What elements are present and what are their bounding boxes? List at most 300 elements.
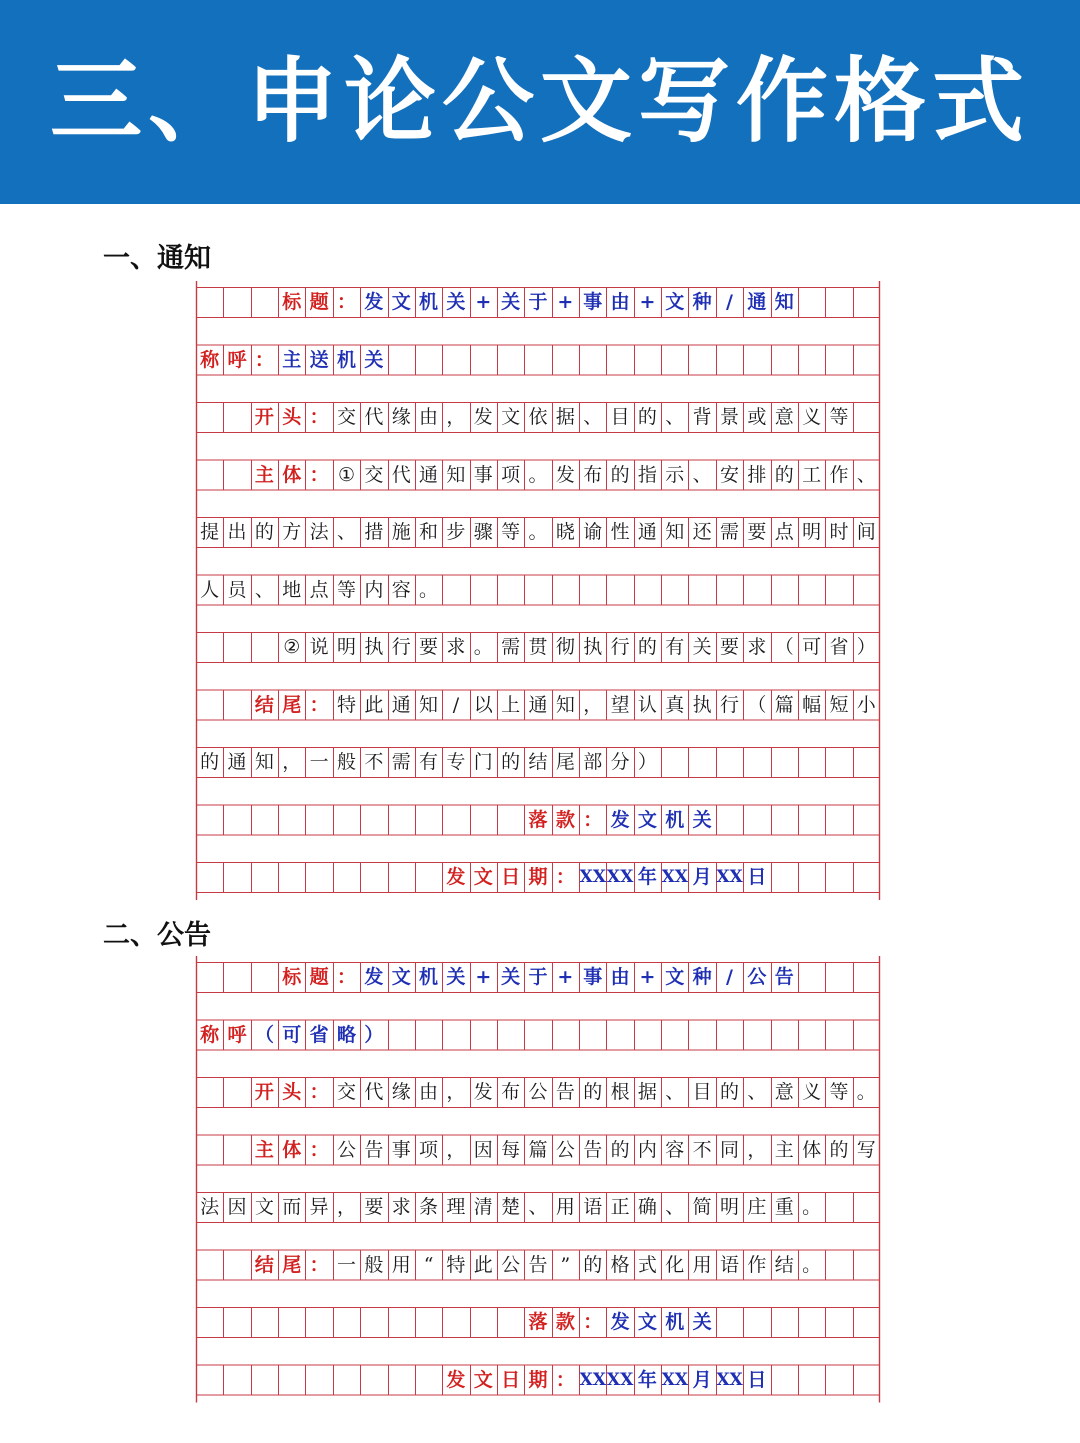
grid-char: ） (364, 1023, 384, 1046)
grid-char: 省 (829, 636, 849, 658)
grid-char: 发 (473, 1081, 493, 1103)
grid-char: （ (774, 636, 794, 658)
grid-char: ① (337, 463, 355, 486)
grid-char: 通 (391, 693, 411, 716)
grid-char: ： (309, 1138, 329, 1161)
grid-char: 语 (720, 1253, 740, 1276)
grid-char: 、 (692, 463, 712, 486)
grid-char: 于 (528, 291, 548, 313)
grid-char: 写 (856, 1138, 876, 1161)
grid-char: ） (856, 636, 876, 658)
grid-char: 执 (583, 636, 603, 658)
grid-char: 称 (200, 1023, 220, 1046)
grid-char: 容 (391, 578, 411, 601)
grid-char: 落 (528, 1311, 548, 1333)
grid-char: 的 (200, 751, 220, 773)
grid-char: XX (606, 1369, 634, 1390)
grid-char: / (726, 291, 733, 313)
grid-char: 时 (829, 521, 849, 543)
grid-char: ② (283, 636, 301, 658)
grid-char: 布 (583, 463, 603, 486)
title-banner (0, 0, 1080, 204)
grid-char: 目 (692, 1081, 712, 1103)
grid-char: 、 (665, 1081, 685, 1103)
grid-char: 体 (282, 1138, 302, 1161)
grid-char: 发 (364, 966, 384, 988)
grid-char: 项 (419, 1138, 439, 1161)
grid-char: 用 (391, 1253, 411, 1276)
grid-char: ， (446, 1081, 466, 1103)
grid-char: 意 (774, 406, 794, 428)
grid-char: 代 (391, 463, 411, 486)
grid-char: ， (446, 406, 466, 428)
grid-char: 篇 (774, 693, 794, 716)
grid-char: 机 (336, 348, 356, 371)
grid-char: 的 (637, 406, 657, 428)
grid-char: ， (336, 1196, 356, 1218)
grid-char: 谕 (583, 521, 603, 543)
grid-char: 主 (774, 1138, 794, 1161)
grid-char: 、 (528, 1196, 548, 1218)
grid-char: / (726, 966, 733, 988)
grid-char: 要 (747, 521, 767, 543)
grid-char: 结 (528, 751, 548, 773)
grid-char: 内 (364, 578, 384, 601)
grid-char: 义 (802, 1081, 822, 1103)
grid-char: 代 (364, 1081, 384, 1103)
grid-char: ： (309, 1081, 329, 1103)
grid-char: 代 (364, 406, 384, 428)
grid-char: 机 (419, 966, 439, 988)
grid-char: 行 (391, 636, 411, 658)
grid-char: 略 (336, 1023, 356, 1046)
grid-char: 专 (446, 751, 466, 773)
grid-char: 文 (254, 1196, 274, 1218)
grid-char: 语 (583, 1196, 603, 1218)
grid-char: 不 (692, 1138, 712, 1161)
grid-char: 结 (254, 1253, 274, 1276)
grid-char: 小 (856, 693, 876, 716)
grid-char: 明 (720, 1196, 740, 1218)
grid-char: 化 (665, 1253, 685, 1276)
grid-char: 需 (391, 751, 411, 773)
grid-char: 关 (692, 808, 712, 831)
grid-char: 机 (665, 808, 685, 831)
grid-char: 简 (692, 1196, 712, 1218)
grid-char: 容 (665, 1138, 685, 1161)
grid-char: 尾 (282, 693, 302, 716)
grid-char: ） (637, 751, 657, 773)
grid-char: 事 (391, 1138, 411, 1161)
grid-char: 关 (501, 966, 521, 988)
grid-char: 景 (720, 406, 740, 428)
grid-char: 文 (637, 808, 657, 831)
grid-char: 此 (473, 1253, 493, 1276)
grid-row (196, 690, 880, 720)
grid-char: 因 (473, 1138, 493, 1161)
grid-char: 的 (637, 636, 657, 658)
grid-char: + (475, 291, 492, 313)
grid-char: 发 (610, 808, 630, 831)
grid-char: 主 (282, 348, 302, 371)
grid-char: 通 (747, 291, 767, 313)
grid-char: 求 (446, 636, 466, 658)
grid-row (196, 402, 880, 432)
grid-char: 文 (637, 1311, 657, 1333)
grid-char: ： (336, 291, 356, 313)
grid-char: ： (583, 1311, 603, 1333)
grid-char: 知 (419, 693, 439, 716)
grid-char: （ (747, 693, 767, 716)
grid-char: 。 (419, 578, 439, 601)
grid-char: 式 (637, 1253, 657, 1276)
grid-char: 。 (473, 636, 493, 658)
grid-char: 幅 (802, 693, 822, 716)
grid-char: 年 (637, 866, 657, 888)
grid-char: 要 (419, 636, 439, 658)
grid-char: 体 (802, 1138, 822, 1161)
grid-char: 告 (555, 1081, 575, 1103)
grid-char: 员 (227, 578, 247, 601)
grid-row (196, 805, 880, 835)
grid-char: 般 (364, 1253, 384, 1276)
grid-char: 称 (200, 348, 220, 371)
grid-char: 发 (364, 291, 384, 313)
grid-char: 执 (692, 693, 712, 716)
grid-char: 文 (665, 291, 685, 313)
grid-char: 通 (419, 463, 439, 486)
grid-char: 的 (774, 463, 794, 486)
grid-char: ： (336, 966, 356, 988)
grid-char: 指 (637, 463, 657, 486)
grid-char: 义 (802, 406, 822, 428)
grid-char: 送 (309, 348, 329, 371)
grid-char: 、 (665, 406, 685, 428)
grid-char: 需 (720, 521, 740, 543)
grid-char: 用 (692, 1253, 712, 1276)
grid-char: 尾 (282, 1253, 302, 1276)
grid-char: 不 (364, 751, 384, 773)
grid-char: XX (579, 1369, 606, 1390)
grid-char: 要 (720, 636, 740, 658)
grid-char: 晓 (555, 521, 575, 543)
grid-char: 发 (610, 1311, 630, 1333)
grid-char: 知 (774, 291, 794, 313)
grid-char: 庄 (747, 1196, 767, 1218)
grid-char: 关 (446, 291, 466, 313)
grid-char: 告 (774, 966, 794, 988)
grid-row (196, 1307, 880, 1337)
grid-char: 呼 (227, 1023, 247, 1046)
grid-char: 目 (610, 406, 630, 428)
grid-char: 交 (336, 406, 356, 428)
grid-char: 此 (364, 693, 384, 716)
grid-char: 日 (501, 1368, 521, 1391)
grid-char: 特 (336, 693, 356, 716)
grid-char: 点 (309, 578, 329, 601)
grid-char: 公 (336, 1138, 356, 1161)
grid-char: / (452, 693, 460, 716)
grid-char: 安 (720, 463, 740, 486)
grid-char: 的 (829, 1138, 849, 1161)
grid-char: 据 (555, 406, 575, 428)
grid-char: 可 (802, 636, 822, 658)
grid-char: 。 (856, 1081, 876, 1103)
grid-char: 说 (309, 636, 329, 658)
grid-char: 开 (254, 1081, 274, 1103)
grid-char: 关 (501, 291, 521, 313)
grid-char: 一 (309, 751, 329, 773)
grid-char: 事 (473, 463, 493, 486)
grid-char: 发 (473, 406, 493, 428)
grid-char: 认 (637, 693, 657, 716)
grid-char: 文 (391, 966, 411, 988)
grid-char: 出 (227, 521, 247, 543)
grid-char: 项 (501, 463, 521, 486)
grid-char: 、 (254, 578, 274, 601)
grid-char: 省 (309, 1023, 329, 1046)
grid-char: 日 (747, 1368, 767, 1391)
grid-char: 文 (391, 291, 411, 313)
grid-row (196, 747, 880, 777)
grid-char: 人 (200, 578, 220, 601)
grid-char: 告 (364, 1138, 384, 1161)
grid-char: 的 (501, 751, 521, 773)
grid-char: 据 (637, 1081, 657, 1103)
grid-char: 有 (665, 636, 685, 658)
grid-char: 点 (774, 521, 794, 543)
grid-char: 内 (637, 1138, 657, 1161)
grid-row (196, 345, 880, 375)
grid-char: XX (716, 1369, 743, 1390)
grid-char: XX (606, 867, 634, 887)
grid-char: 分 (610, 751, 630, 773)
grid-char: 的 (610, 463, 630, 486)
grid-char: 机 (419, 291, 439, 313)
grid-char: + (475, 966, 492, 988)
grid-char: ， (583, 693, 603, 716)
grid-char: 因 (227, 1196, 247, 1218)
grid-char: 标 (282, 291, 302, 313)
grid-char: 、 (747, 1081, 767, 1103)
grid-char: + (639, 291, 656, 313)
grid-char: 事 (583, 966, 603, 988)
grid-char: 发 (446, 866, 466, 888)
grid-char: 缘 (391, 406, 411, 428)
grid-row (196, 1020, 880, 1050)
grid-char: ： (555, 1368, 575, 1391)
grid-char: 头 (282, 406, 302, 428)
grid-char: 法 (200, 1196, 220, 1218)
grid-char: 异 (309, 1196, 329, 1218)
grid-char: 机 (665, 1311, 685, 1333)
grid-char: 关 (692, 636, 712, 658)
grid-char: 题 (309, 966, 329, 988)
grid-row (196, 1135, 880, 1165)
grid-char: 日 (501, 866, 521, 888)
grid-char: 发 (446, 1368, 466, 1391)
grid-char: 求 (391, 1196, 411, 1218)
grid-char: 知 (555, 693, 575, 716)
section-heading-announcement: 二、公告 (103, 920, 211, 951)
grid-char: 公 (555, 1138, 575, 1161)
grid-char: 等 (829, 406, 849, 428)
grid-char: 地 (282, 578, 302, 601)
grid-char: 重 (774, 1196, 794, 1218)
grid-char: 、 (336, 521, 356, 543)
grid-char: 期 (528, 1368, 548, 1391)
grid-char: 。 (802, 1253, 822, 1276)
grid-char: 一 (336, 1253, 356, 1276)
grid-char: ， (747, 1138, 767, 1161)
grid-char: 工 (802, 463, 822, 486)
grid-char: 种 (692, 291, 712, 313)
grid-char: 月 (692, 866, 712, 888)
grid-row (196, 632, 880, 662)
grid-char: + (557, 291, 574, 313)
grid-char: 门 (473, 751, 493, 773)
grid-char: 于 (528, 966, 548, 988)
grid-char: + (639, 966, 656, 988)
grid-char: 由 (419, 406, 439, 428)
grid-char: XX (716, 867, 743, 887)
grid-char: 骤 (473, 521, 493, 543)
grid-char: 文 (501, 406, 521, 428)
grid-char: 措 (364, 521, 384, 543)
grid-char: 知 (446, 463, 466, 486)
grid-char: ： (583, 808, 603, 831)
grid-char: 呼 (227, 348, 247, 371)
grid-char: 公 (501, 1253, 521, 1276)
grid-char: 特 (446, 1253, 466, 1276)
grid-char: 款 (555, 808, 575, 831)
grid-char: ： (309, 463, 329, 486)
grid-char: 关 (692, 1311, 712, 1333)
grid-char: 种 (692, 966, 712, 988)
grid-char: 等 (829, 1081, 849, 1103)
grid-char: 等 (336, 578, 356, 601)
grid-char: “ (423, 1253, 434, 1276)
grid-char: 行 (720, 693, 740, 716)
grid-char: 的 (610, 1138, 630, 1161)
grid-char: 理 (446, 1196, 466, 1218)
grid-char: 性 (610, 521, 630, 543)
grid-char: 或 (747, 406, 767, 428)
grid-char: 根 (610, 1081, 630, 1103)
grid-char: 彻 (555, 636, 575, 658)
grid-char: 、 (856, 463, 876, 486)
grid-char: 步 (446, 521, 466, 543)
grid-char: 关 (364, 348, 384, 371)
grid-row (196, 1250, 880, 1280)
grid-char: 发 (555, 463, 575, 486)
grid-char: 知 (254, 751, 274, 773)
grid-char: ： (309, 1253, 329, 1276)
grid-char: 的 (583, 1081, 603, 1103)
grid-char: 正 (610, 1196, 630, 1218)
grid-char: ： (309, 406, 329, 428)
grid-char: 款 (555, 1311, 575, 1333)
grid-char: 主 (254, 1138, 274, 1161)
grid-char: 和 (419, 521, 439, 543)
grid-char: 可 (282, 1023, 302, 1046)
grid-char: 的 (583, 1253, 603, 1276)
grid-char: 结 (774, 1253, 794, 1276)
grid-char: 由 (419, 1081, 439, 1103)
grid-char: 楚 (501, 1196, 521, 1218)
grid-char: ， (282, 751, 302, 773)
grid-char: 用 (555, 1196, 575, 1218)
grid-char: 依 (528, 406, 548, 428)
grid-char: 而 (282, 1196, 302, 1218)
grid-char: 提 (200, 521, 220, 543)
grid-char: 题 (309, 291, 329, 313)
grid-char: XX (661, 867, 688, 887)
grid-row (196, 575, 880, 605)
grid-row (196, 1192, 880, 1222)
grid-char: 交 (364, 463, 384, 486)
grid-char: 格 (610, 1253, 630, 1276)
grid-char: 上 (501, 693, 521, 716)
grid-char: 方 (282, 521, 302, 543)
grid-char: 开 (254, 406, 274, 428)
grid-char: 示 (665, 463, 685, 486)
grid-char: 执 (364, 636, 384, 658)
grid-char: 体 (282, 463, 302, 486)
grid-char: 部 (583, 751, 603, 773)
grid-char: 。 (528, 521, 548, 543)
grid-char: 间 (856, 521, 876, 543)
grid-char: 。 (528, 463, 548, 486)
grid-char: （ (254, 1023, 274, 1046)
grid-char: + (557, 966, 574, 988)
grid-char: 、 (583, 406, 603, 428)
grid-char: 头 (282, 1081, 302, 1103)
grid-char: XX (579, 867, 606, 887)
grid-char: 标 (282, 966, 302, 988)
grid-char: 由 (610, 291, 630, 313)
grid-char: 日 (747, 866, 767, 888)
grid-char: 有 (419, 751, 439, 773)
grid-char: 交 (336, 1081, 356, 1103)
grid-char: 。 (802, 1196, 822, 1218)
grid-char: 落 (528, 808, 548, 831)
grid-char: 短 (829, 693, 849, 716)
section-heading-notice: 一、通知 (103, 243, 211, 274)
grid-char: 望 (610, 693, 630, 716)
grid-char: 月 (692, 1368, 712, 1391)
grid-char: 作 (829, 463, 849, 486)
grid-row (196, 862, 880, 892)
grid-char: 真 (665, 693, 685, 716)
grid-char: 主 (254, 463, 274, 486)
grid-char: 同 (720, 1138, 740, 1161)
grid-char: 通 (637, 521, 657, 543)
grid-char: ： (555, 866, 575, 888)
grid-char: 般 (336, 751, 356, 773)
grid-char: 每 (501, 1138, 521, 1161)
grid-char: 通 (528, 693, 548, 716)
grid-char: 文 (473, 866, 493, 888)
grid-char: 文 (665, 966, 685, 988)
grid-row (196, 1365, 880, 1395)
page-title: 三、申论公文写作格式 (49, 48, 1030, 155)
grid-row (196, 517, 880, 547)
grid-char: 作 (747, 1253, 767, 1276)
grid-char: 告 (583, 1138, 603, 1161)
grid-row (196, 962, 880, 992)
grid-char: 求 (747, 636, 767, 658)
